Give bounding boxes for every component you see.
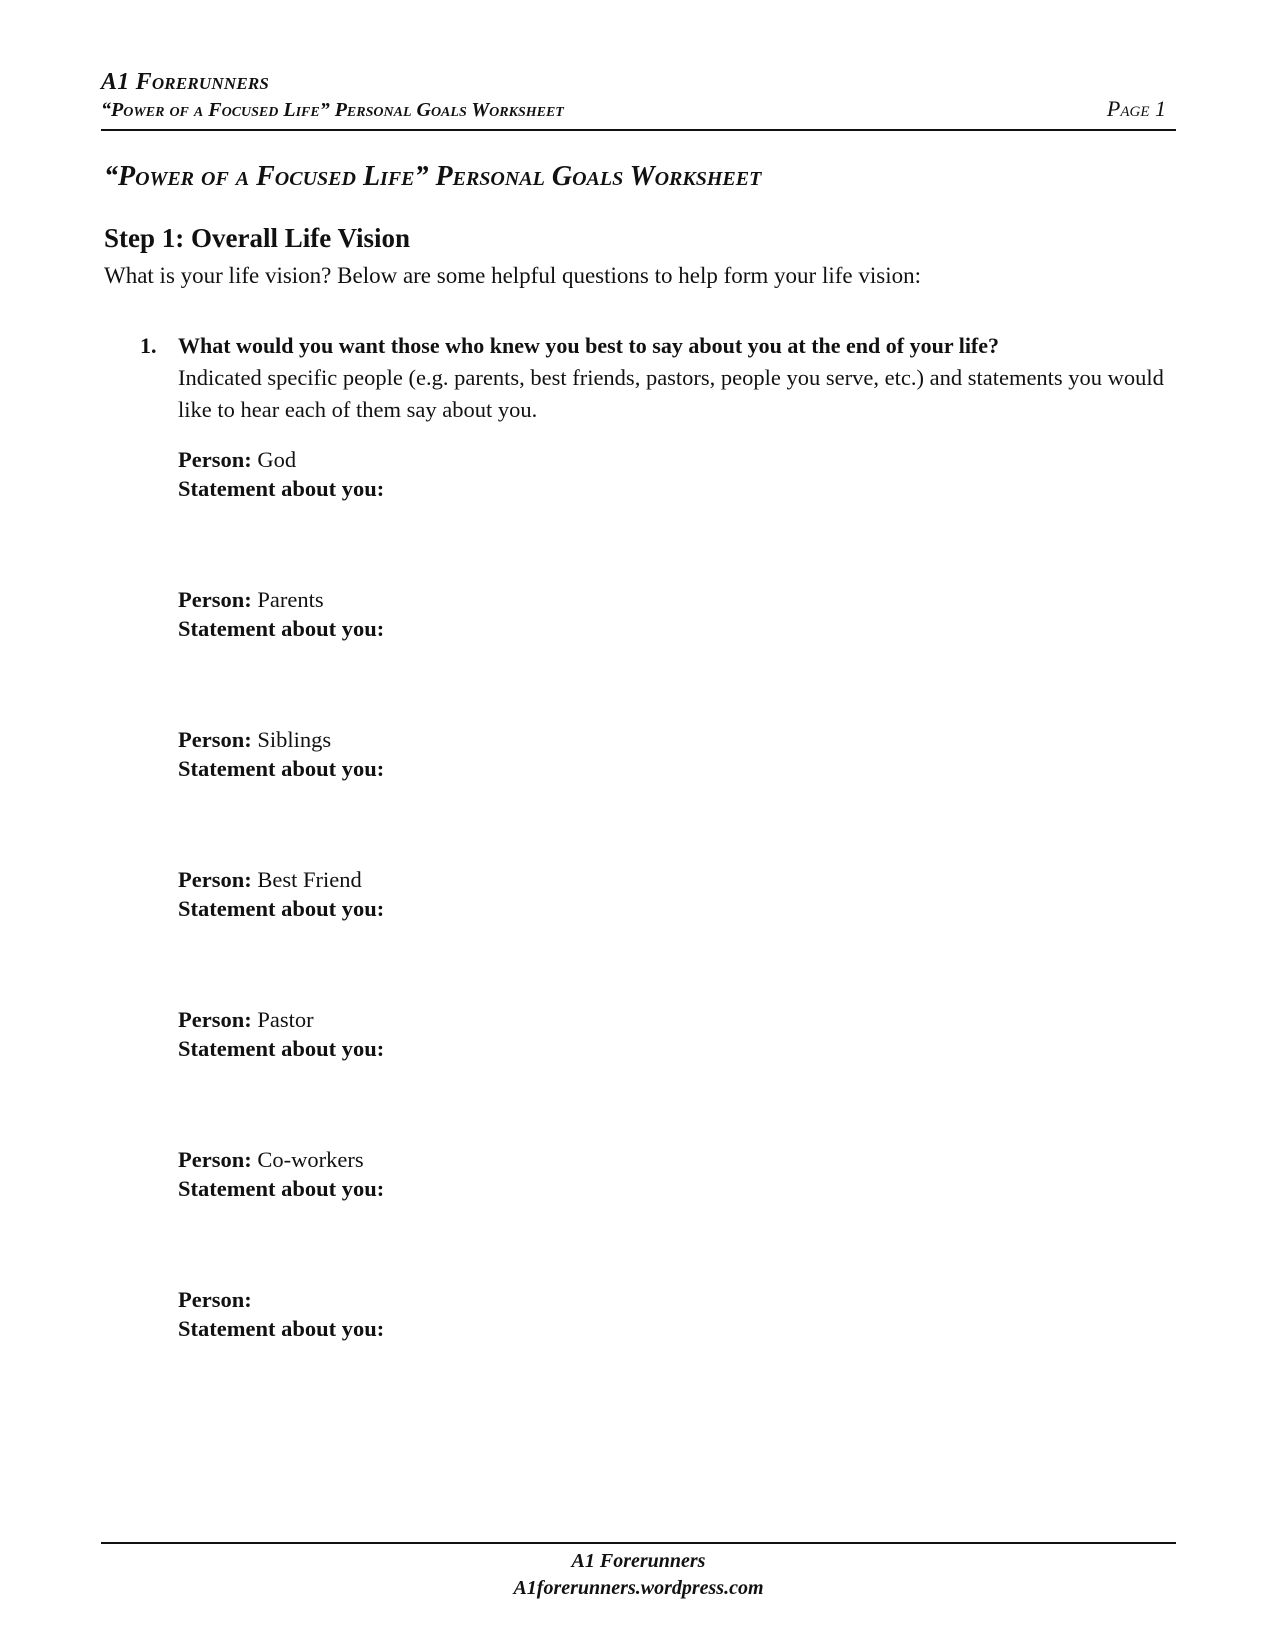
document-title: “Power of a Focused Life” Personal Goals Worksheet — [104, 161, 762, 192]
statement-line — [178, 1174, 978, 1203]
footer-website: A1forerunners.wordpress.com — [513, 1577, 764, 1599]
header-subtitle: “Power of a Focused Life” Personal Goals Worksheet — [101, 99, 564, 121]
statement-label: Statement about you: — [178, 1036, 385, 1061]
entry-pastor — [178, 1005, 978, 1063]
person-value: Siblings — [257, 727, 332, 752]
person-label: Person: — [178, 587, 252, 612]
entry-siblings — [178, 725, 978, 783]
header-row — [101, 96, 1176, 124]
statement-label: Statement about you: — [178, 756, 385, 781]
page-footer — [101, 1548, 1176, 1602]
person-label: Person: — [178, 1007, 252, 1032]
statement-line — [178, 474, 978, 503]
step-heading: Step 1: Overall Life Vision — [104, 223, 410, 253]
person-label: Person: — [178, 447, 252, 472]
person-label: Person: — [178, 1147, 252, 1172]
person-line — [178, 1145, 978, 1174]
entry-god — [178, 445, 978, 503]
page-header — [101, 68, 1176, 124]
person-value: Co-workers — [257, 1147, 364, 1172]
statement-line — [178, 1314, 978, 1343]
person-line — [178, 865, 978, 894]
entry-co-workers — [178, 1145, 978, 1203]
person-value: Pastor — [257, 1007, 314, 1032]
question-number: 1. — [140, 333, 157, 358]
footer-org-name: A1 Forerunners — [571, 1550, 706, 1572]
entry-best-friend — [178, 865, 978, 923]
statement-label: Statement about you: — [178, 616, 385, 641]
statement-line — [178, 614, 978, 643]
header-org-title: A1 Forerunners — [101, 69, 270, 95]
step-intro: What is your life vision? Below are some helpful questions to help form your life vision: — [104, 263, 921, 288]
statement-label: Statement about you: — [178, 1316, 385, 1341]
person-label: Person: — [178, 727, 252, 752]
statement-line — [178, 894, 978, 923]
header-page-number: Page 1 — [1106, 96, 1166, 121]
statement-label: Statement about you: — [178, 1176, 385, 1201]
person-line — [178, 445, 978, 474]
statement-line — [178, 754, 978, 783]
person-value: God — [257, 447, 297, 472]
person-value: Best Friend — [257, 867, 362, 892]
person-line — [178, 1285, 978, 1314]
person-line — [178, 725, 978, 754]
person-label: Person: — [178, 1287, 252, 1312]
entry-blank — [178, 1285, 978, 1343]
statement-line — [178, 1034, 978, 1063]
person-label: Person: — [178, 867, 252, 892]
statement-label: Statement about you: — [178, 896, 385, 921]
person-value: Parents — [257, 587, 324, 612]
entry-parents — [178, 585, 978, 643]
statement-label: Statement about you: — [178, 476, 385, 501]
person-line — [178, 585, 978, 614]
footer-divider — [101, 1542, 1176, 1544]
question-description: Indicated specific people (e.g. parents, best friends, pastors, people you serve, etc.) and statements you would like to hear each of them say about you. — [178, 365, 1164, 422]
header-divider — [101, 129, 1176, 131]
question-text: What would you want those who knew you best to say about you at the end of your life? — [178, 333, 1000, 358]
person-line — [178, 1005, 978, 1034]
